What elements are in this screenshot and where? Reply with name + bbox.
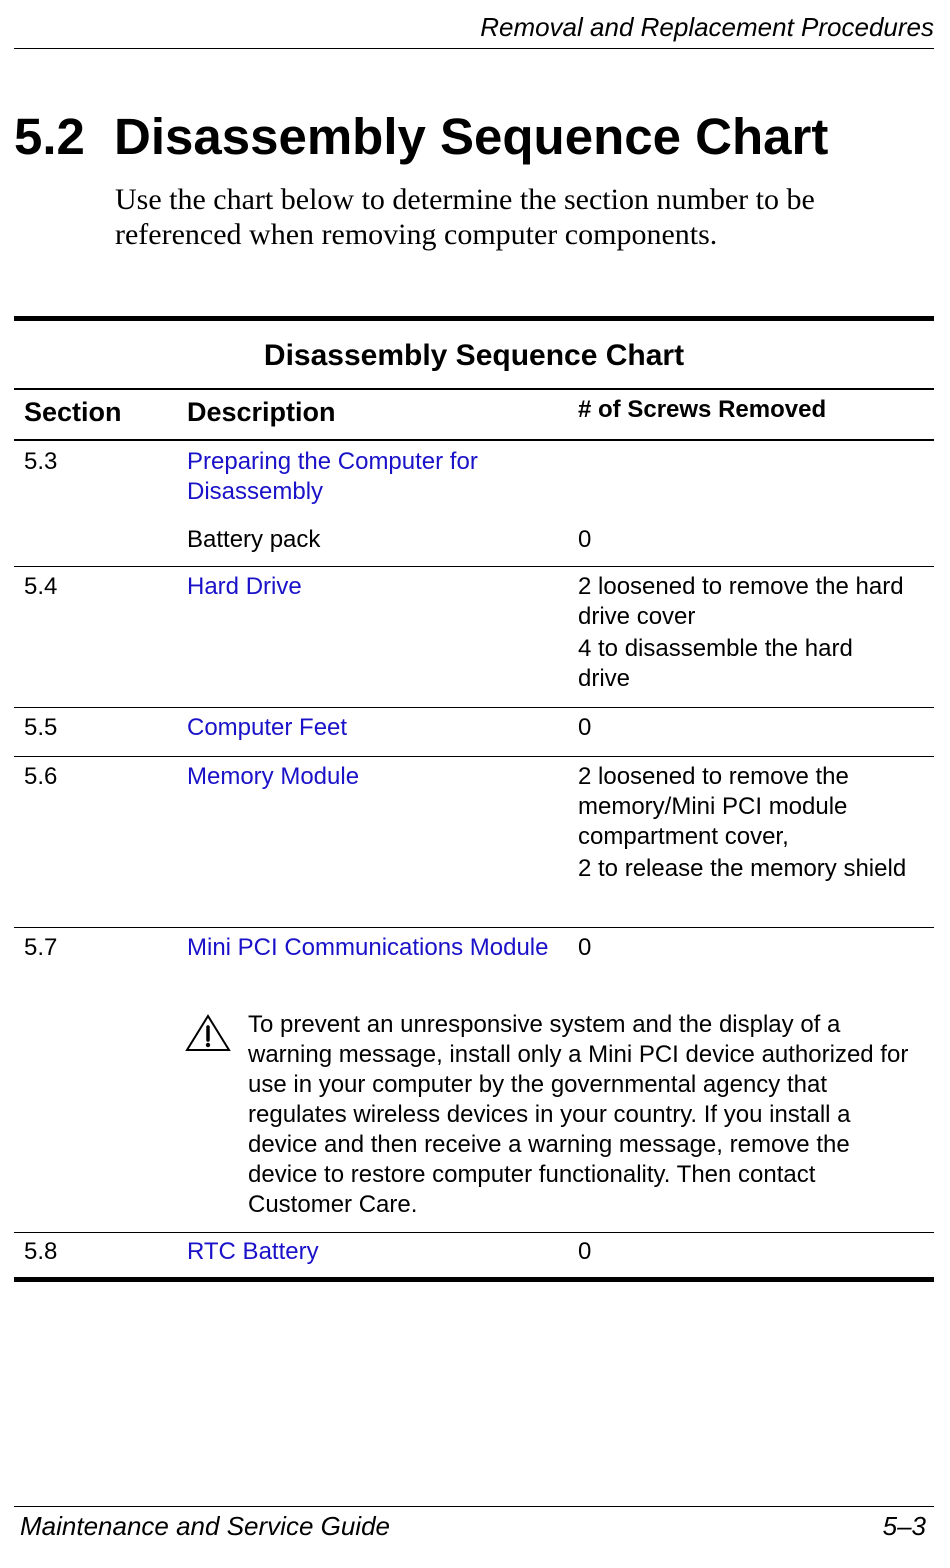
section-title: Disassembly Sequence Chart	[114, 108, 829, 165]
row-screws: 0	[578, 714, 592, 741]
row-section: 5.8	[24, 1238, 58, 1265]
running-footer	[14, 1506, 934, 1541]
row-section: 5.7	[24, 934, 58, 961]
footer-guide-title: Maintenance and Service Guide	[20, 1511, 391, 1541]
row-section: 5.4	[24, 573, 58, 600]
table-row	[14, 441, 934, 567]
column-header-screws: # of Screws Removed	[578, 396, 827, 423]
intro-paragraph: Use the chart below to determine the section number to be referenced when removing computer components.	[115, 183, 815, 251]
screws-line: 4 to disassemble the hard drive	[578, 635, 853, 692]
row-screws	[578, 762, 908, 884]
table-row	[14, 757, 934, 928]
link-rtc-battery[interactable]: RTC Battery	[187, 1238, 319, 1265]
row-section: 5.3	[24, 448, 58, 475]
row-section: 5.6	[24, 763, 58, 790]
row-description: Battery pack	[187, 526, 321, 553]
row-screws: 0	[578, 934, 592, 961]
row-screws: 0	[578, 526, 592, 553]
link-hard-drive[interactable]: Hard Drive	[187, 573, 302, 600]
running-header	[14, 10, 934, 49]
link-mini-pci-module[interactable]: Mini PCI Communications Module	[187, 934, 549, 961]
caution-text: To prevent an unresponsive system and the display of a warning message, install only a Mini PCI device authorized for use in your computer by the governmental agency that regulates wireless devices in your country. If you install a device and then receive a warning message, remove the device to restore computer functionality. Then contact Customer Care.	[248, 1011, 909, 1218]
link-preparing-computer[interactable]: Preparing the Computer for Disassembly	[187, 448, 478, 505]
running-header-title: Removal and Replacement Procedures	[480, 12, 934, 42]
table-row	[14, 1233, 934, 1282]
section-number: 5.2	[14, 108, 85, 165]
screws-line: 2 loosened to remove the memory/Mini PCI module compartment cover,	[578, 763, 849, 850]
row-section: 5.5	[24, 714, 58, 741]
table-row	[14, 928, 934, 1233]
table-row	[14, 708, 934, 757]
column-header-section: Section	[24, 397, 122, 427]
page-title	[14, 106, 828, 168]
screws-line: 2 loosened to remove the hard drive cover	[578, 573, 904, 630]
chart-title: Disassembly Sequence Chart	[14, 321, 934, 390]
table-header-row	[14, 390, 934, 441]
link-memory-module[interactable]: Memory Module	[187, 763, 360, 790]
table-row	[14, 567, 934, 708]
row-screws: 0	[578, 1238, 592, 1265]
page-number: 5–3	[882, 1511, 926, 1541]
row-screws	[578, 572, 908, 694]
warning-triangle-icon	[185, 1014, 231, 1052]
screws-line: 2 to release the memory shield	[578, 855, 907, 882]
link-computer-feet[interactable]: Computer Feet	[187, 714, 348, 741]
column-header-description: Description	[187, 397, 336, 427]
disassembly-chart	[14, 316, 934, 1282]
